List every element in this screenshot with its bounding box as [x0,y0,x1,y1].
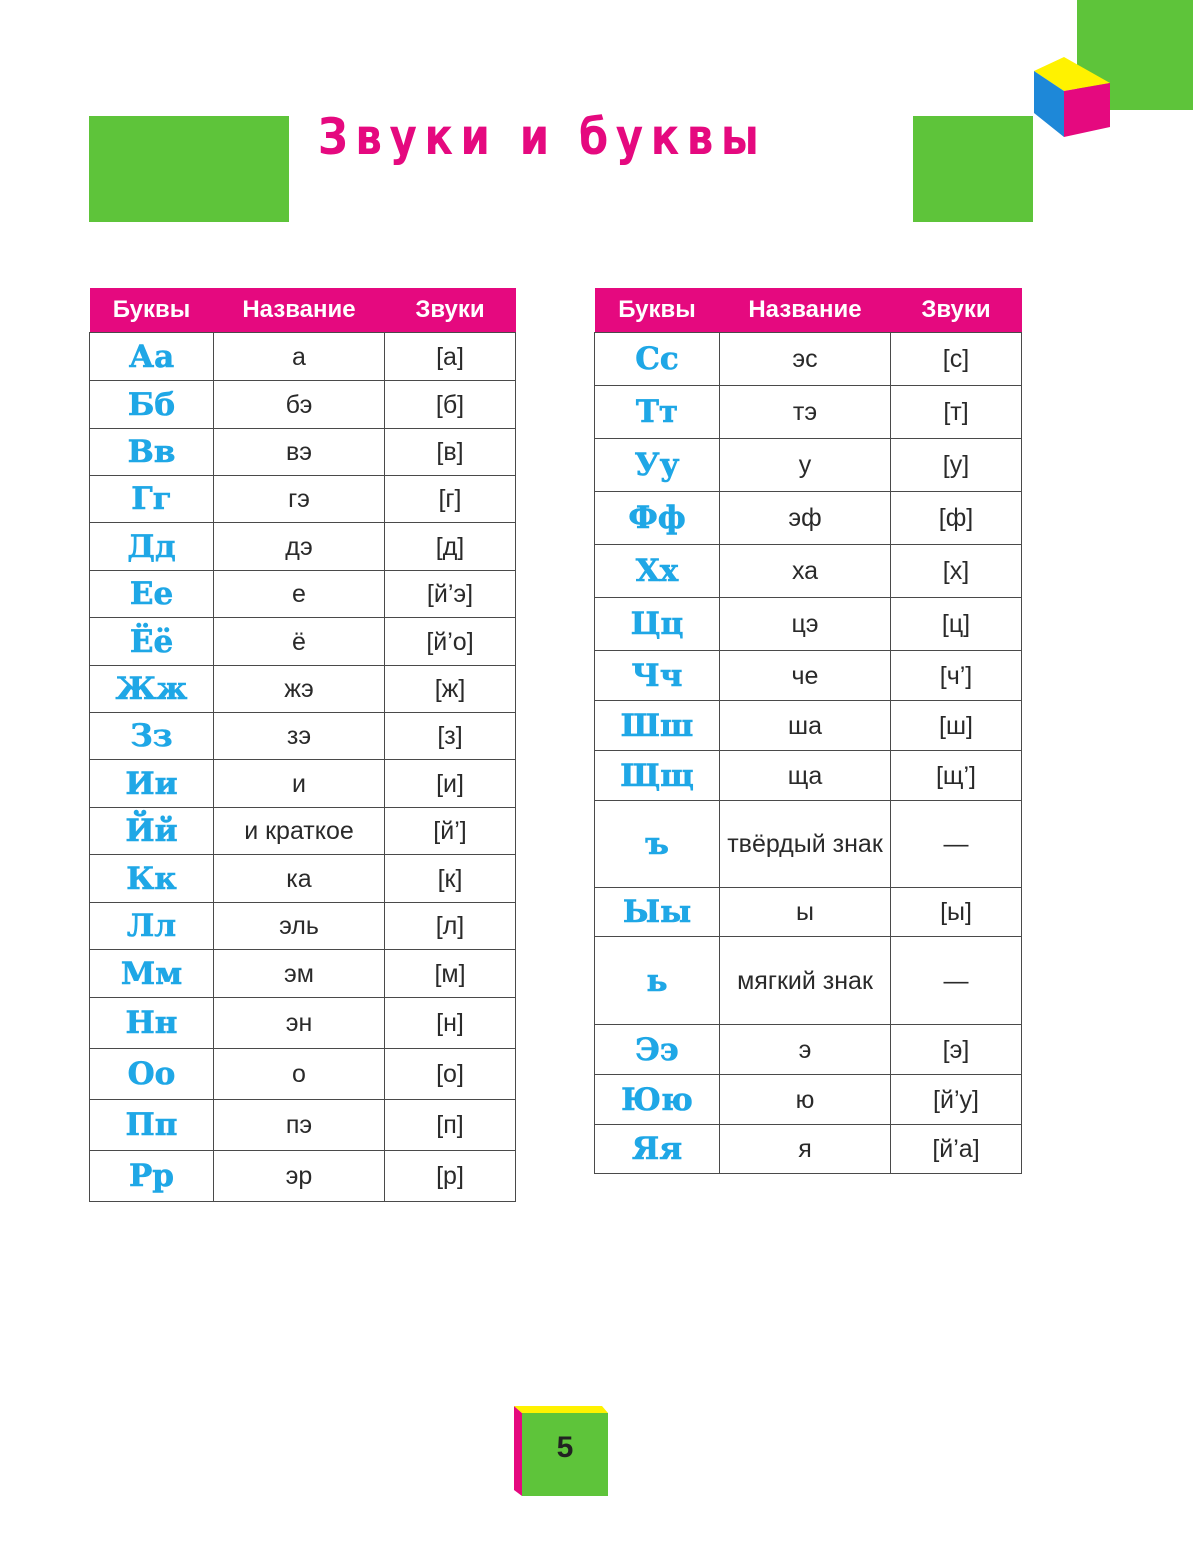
table-row [90,476,516,523]
sound-cell: [й’] [385,808,516,855]
letter-cell: Аа [90,333,214,381]
sound-cell: [ч’] [891,651,1022,701]
letter-cell: Кк [90,855,214,903]
letter-cell: Лл [90,903,214,950]
name-cell: эр [214,1151,385,1202]
letter-cell: ь [595,937,720,1025]
name-cell: вэ [214,429,385,476]
table-row [595,1025,1022,1075]
table-row [595,751,1022,801]
letter-cell: Пп [90,1100,214,1151]
sound-cell: [м] [385,950,516,998]
letter-cell: Тт [595,386,720,439]
sound-cell: [т] [891,386,1022,439]
name-cell: а [214,333,385,381]
table-row [90,808,516,855]
table-row [595,545,1022,598]
column-header: Звуки [385,288,516,333]
page-title: Звуки и буквы [318,108,767,166]
name-cell: ха [720,545,891,598]
sound-cell: [г] [385,476,516,523]
table-row [595,651,1022,701]
sound-cell: [й’э] [385,571,516,618]
alphabet-table-right [594,288,1022,1174]
sound-cell: [ы] [891,888,1022,937]
letter-cell: Зз [90,713,214,760]
green-square-left [89,116,289,222]
table-row [90,760,516,808]
letter-cell: Бб [90,381,214,429]
name-cell: ю [720,1075,891,1125]
column-header: Название [720,288,891,333]
table-header-row [90,288,516,333]
letter-cell: Ыы [595,888,720,937]
column-header: Звуки [891,288,1022,333]
name-cell: у [720,439,891,492]
letter-cell: Юю [595,1075,720,1125]
sound-cell: [ж] [385,666,516,713]
sound-cell: [б] [385,381,516,429]
name-cell: э [720,1025,891,1075]
letter-cell: Оо [90,1049,214,1100]
name-cell: ё [214,618,385,666]
sound-cell: — [891,937,1022,1025]
letter-cell: Йй [90,808,214,855]
letter-cell: Мм [90,950,214,998]
sound-cell: [ц] [891,598,1022,651]
letter-cell: Ее [90,571,214,618]
table-row [90,666,516,713]
name-cell: зэ [214,713,385,760]
name-cell: жэ [214,666,385,713]
table-row [90,855,516,903]
sound-cell: [о] [385,1049,516,1100]
sound-cell: — [891,801,1022,888]
name-cell: и [214,760,385,808]
letter-cell: Шш [595,701,720,751]
name-cell: гэ [214,476,385,523]
cube-icon [1030,57,1112,139]
column-header: Буквы [90,288,214,333]
table-row [595,333,1022,386]
name-cell: дэ [214,523,385,571]
name-cell: и краткое [214,808,385,855]
table-row [90,1100,516,1151]
sound-cell: [д] [385,523,516,571]
sound-cell: [щ’] [891,751,1022,801]
sound-cell: [ш] [891,701,1022,751]
letter-cell: Ёё [90,618,214,666]
sound-cell: [п] [385,1100,516,1151]
page-number: 5 [556,1431,574,1464]
sound-cell: [й’о] [385,618,516,666]
name-cell: я [720,1125,891,1174]
table-row [90,713,516,760]
sound-cell: [й’а] [891,1125,1022,1174]
table-row [90,429,516,476]
table-row [595,598,1022,651]
name-cell: е [214,571,385,618]
name-cell: ща [720,751,891,801]
name-cell: че [720,651,891,701]
table-row [90,381,516,429]
sound-cell: [н] [385,998,516,1049]
sound-cell: [и] [385,760,516,808]
name-cell: бэ [214,381,385,429]
sound-cell: [а] [385,333,516,381]
sound-cell: [к] [385,855,516,903]
name-cell: эм [214,950,385,998]
letter-cell: Сс [595,333,720,386]
table-row [90,903,516,950]
green-square-right [913,116,1033,222]
letter-cell: Рр [90,1151,214,1202]
letter-cell: Хх [595,545,720,598]
name-cell: эф [720,492,891,545]
table-row [90,333,516,381]
column-header: Буквы [595,288,720,333]
sound-cell: [л] [385,903,516,950]
name-cell: эль [214,903,385,950]
table-header-row [595,288,1022,333]
table-row [595,439,1022,492]
name-cell: пэ [214,1100,385,1151]
table-row [595,492,1022,545]
letter-cell: Жж [90,666,214,713]
letter-cell: Яя [595,1125,720,1174]
name-cell: твёрдый знак [720,801,891,888]
name-cell: мягкий знак [720,937,891,1025]
letter-cell: Уу [595,439,720,492]
sound-cell: [с] [891,333,1022,386]
letter-cell: Ээ [595,1025,720,1075]
table-row [90,950,516,998]
table-row [595,1075,1022,1125]
letter-cell: Нн [90,998,214,1049]
sound-cell: [э] [891,1025,1022,1075]
table-row [595,888,1022,937]
sound-cell: [з] [385,713,516,760]
sound-cell: [р] [385,1151,516,1202]
letter-cell: Дд [90,523,214,571]
name-cell: ка [214,855,385,903]
letter-cell: Гг [90,476,214,523]
table-row [595,1125,1022,1174]
table-row [90,618,516,666]
letter-cell: Фф [595,492,720,545]
letter-cell: Вв [90,429,214,476]
letter-cell: ъ [595,801,720,888]
name-cell: эн [214,998,385,1049]
letter-cell: Цц [595,598,720,651]
sound-cell: [ф] [891,492,1022,545]
sound-cell: [х] [891,545,1022,598]
name-cell: эс [720,333,891,386]
table-row [595,386,1022,439]
name-cell: цэ [720,598,891,651]
table-row [90,998,516,1049]
letter-cell: Ии [90,760,214,808]
table-row [595,937,1022,1025]
letter-cell: Чч [595,651,720,701]
table-row [90,1049,516,1100]
alphabet-table-left [89,288,516,1202]
table-row [90,571,516,618]
sound-cell: [в] [385,429,516,476]
table-row [90,1151,516,1202]
name-cell: о [214,1049,385,1100]
name-cell: ша [720,701,891,751]
sound-cell: [у] [891,439,1022,492]
table-row [595,801,1022,888]
table-row [595,701,1022,751]
column-header: Название [214,288,385,333]
name-cell: ы [720,888,891,937]
letter-cell: Щщ [595,751,720,801]
name-cell: тэ [720,386,891,439]
sound-cell: [й’у] [891,1075,1022,1125]
table-row [90,523,516,571]
